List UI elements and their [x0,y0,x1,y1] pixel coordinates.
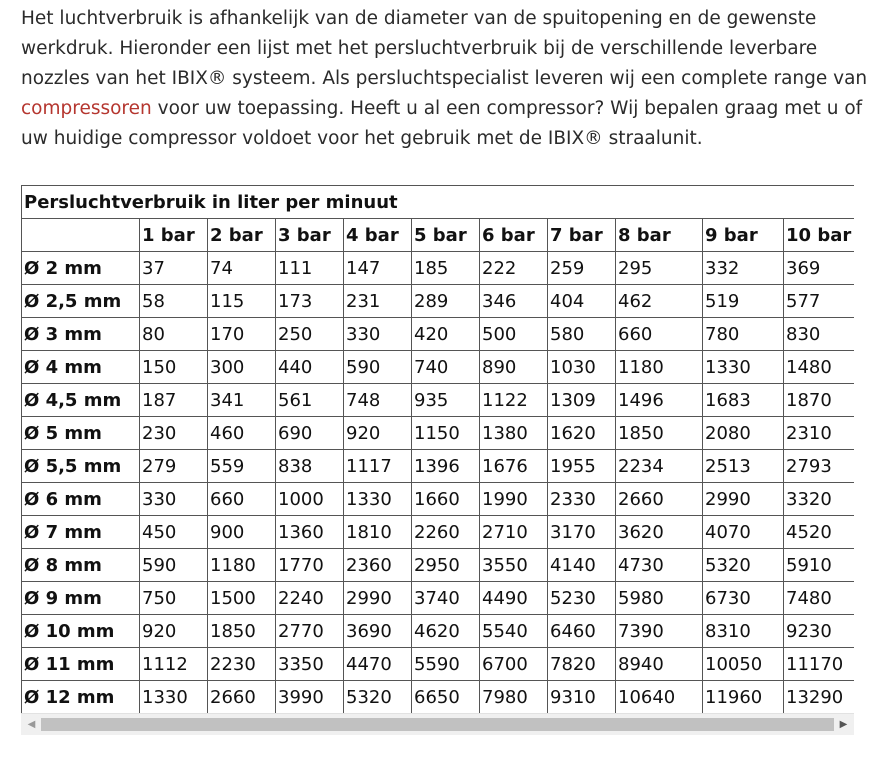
table-cell: 5980 [616,582,703,615]
table-cell: 590 [140,549,208,582]
row-header-cell: Ø 10 mm [22,615,140,648]
row-header-cell: Ø 11 mm [22,648,140,681]
table-cell: 1850 [208,615,276,648]
table-scroll-container[interactable] [21,185,854,713]
intro-paragraph [21,4,871,154]
table-cell: 748 [344,384,412,417]
table-cell: 1990 [480,483,548,516]
table-cell: 300 [208,351,276,384]
table-cell: 2234 [616,450,703,483]
table-cell: 80 [140,318,208,351]
table-cell: 2230 [208,648,276,681]
table-cell: 577 [784,285,855,318]
table-cell: 187 [140,384,208,417]
table-cell: 1955 [548,450,616,483]
table-cell: 2990 [344,582,412,615]
row-header-cell: Ø 5 mm [22,417,140,450]
table-cell: 259 [548,252,616,285]
table-cell: 2950 [412,549,480,582]
table-cell: 404 [548,285,616,318]
header-cell: 4 bar [344,219,412,252]
table-cell: 935 [412,384,480,417]
header-cell: 5 bar [412,219,480,252]
table-cell: 10050 [703,648,784,681]
header-cell: 1 bar [140,219,208,252]
table-row [22,285,855,318]
table-cell: 2080 [703,417,784,450]
table-cell: 369 [784,252,855,285]
table-cell: 2710 [480,516,548,549]
table-cell: 295 [616,252,703,285]
row-header-cell: Ø 5,5 mm [22,450,140,483]
table-cell: 2660 [208,681,276,714]
table-cell: 7390 [616,615,703,648]
header-cell: 9 bar [703,219,784,252]
table-cell: 838 [276,450,344,483]
horizontal-scrollbar[interactable] [21,713,854,735]
table-cell: 4730 [616,549,703,582]
table-cell: 173 [276,285,344,318]
triangle-left-icon[interactable]: ◀ [27,719,36,730]
table-cell: 2660 [616,483,703,516]
row-header-cell: Ø 2 mm [22,252,140,285]
table-cell: 1660 [412,483,480,516]
table-cell: 7480 [784,582,855,615]
header-cell: 8 bar [616,219,703,252]
table-row [22,549,855,582]
intro-text: Het luchtverbruik is afhankelijk van de diameter van de spuitopening en de gewenste werkdruk. Hieronder een lijst met het persluchtverbruik bij de verschillende leverbare nozzles van het IBIX® systeem. Als persluchtspecialist leveren wij een complete range van [21,8,868,89]
table-cell: 231 [344,285,412,318]
table-cell: 519 [703,285,784,318]
table-cell: 6650 [412,681,480,714]
table-cell: 4620 [412,615,480,648]
table-cell: 660 [208,483,276,516]
table-cell: 74 [208,252,276,285]
table-cell: 5910 [784,549,855,582]
table-cell: 111 [276,252,344,285]
table-cell: 890 [480,351,548,384]
scrollbar-thumb[interactable] [41,718,834,731]
table-cell: 1180 [208,549,276,582]
table-cell: 1620 [548,417,616,450]
row-header-cell: Ø 8 mm [22,549,140,582]
table-cell: 1683 [703,384,784,417]
table-cell: 7980 [480,681,548,714]
table-cell: 1380 [480,417,548,450]
table-cell: 8310 [703,615,784,648]
row-header-cell: Ø 12 mm [22,681,140,714]
table-cell: 1112 [140,648,208,681]
table-cell: 170 [208,318,276,351]
table-cell: 1810 [344,516,412,549]
table-cell: 346 [480,285,548,318]
table-cell: 3620 [616,516,703,549]
table-cell: 4520 [784,516,855,549]
table-cell: 1850 [616,417,703,450]
table-row [22,384,855,417]
table-row [22,318,855,351]
table-cell: 2240 [276,582,344,615]
table-cell: 150 [140,351,208,384]
table-cell: 900 [208,516,276,549]
header-cell: 3 bar [276,219,344,252]
table-cell: 5320 [703,549,784,582]
table-cell: 920 [344,417,412,450]
compressoren-link[interactable]: compressoren [21,98,152,119]
table-cell: 230 [140,417,208,450]
table-cell: 740 [412,351,480,384]
intro-text-end: voor uw toepassing. Heeft u al een compressor? Wij bepalen graag met u of uw huidige compressor voldoet voor het gebruik met de IBIX® straalunit. [21,98,863,149]
table-cell: 3170 [548,516,616,549]
table-cell: 3990 [276,681,344,714]
table-cell: 6700 [480,648,548,681]
table-cell: 3740 [412,582,480,615]
table-row [22,615,855,648]
table-cell: 580 [548,318,616,351]
table-cell: 660 [616,318,703,351]
row-header-cell: Ø 9 mm [22,582,140,615]
table-cell: 147 [344,252,412,285]
table-title: Persluchtverbruik in liter per minuut [22,186,855,219]
row-header-cell: Ø 6 mm [22,483,140,516]
table-cell: 750 [140,582,208,615]
table-cell: 341 [208,384,276,417]
table-header-row [22,219,855,252]
table-cell: 289 [412,285,480,318]
row-header-cell: Ø 3 mm [22,318,140,351]
header-cell: 2 bar [208,219,276,252]
table-cell: 2770 [276,615,344,648]
table-cell: 2990 [703,483,784,516]
table-cell: 9230 [784,615,855,648]
table-cell: 6460 [548,615,616,648]
table-cell: 559 [208,450,276,483]
table-row [22,417,855,450]
table-cell: 440 [276,351,344,384]
table-row [22,648,855,681]
table-cell: 11960 [703,681,784,714]
table-cell: 1500 [208,582,276,615]
table-cell: 3320 [784,483,855,516]
table-cell: 5320 [344,681,412,714]
table-cell: 330 [344,318,412,351]
table-row [22,252,855,285]
table-cell: 4490 [480,582,548,615]
table-cell: 2513 [703,450,784,483]
table-cell: 332 [703,252,784,285]
table-cell: 1000 [276,483,344,516]
table-cell: 1030 [548,351,616,384]
table-cell: 222 [480,252,548,285]
table-cell: 4470 [344,648,412,681]
header-cell-empty [22,219,140,252]
table-cell: 1309 [548,384,616,417]
table-cell: 5540 [480,615,548,648]
table-cell: 13290 [784,681,855,714]
table-cell: 1330 [703,351,784,384]
table-cell: 590 [344,351,412,384]
table-cell: 460 [208,417,276,450]
table-cell: 420 [412,318,480,351]
table-row [22,450,855,483]
table-cell: 2360 [344,549,412,582]
table-cell: 2793 [784,450,855,483]
table-cell: 5590 [412,648,480,681]
row-header-cell: Ø 4 mm [22,351,140,384]
table-cell: 450 [140,516,208,549]
consumption-table [21,185,854,713]
table-cell: 1330 [140,681,208,714]
table-cell: 10640 [616,681,703,714]
table-row [22,681,855,714]
table-cell: 2330 [548,483,616,516]
table-cell: 9310 [548,681,616,714]
header-cell: 7 bar [548,219,616,252]
table-row [22,483,855,516]
table-cell: 8940 [616,648,703,681]
table-cell: 1770 [276,549,344,582]
table-cell: 250 [276,318,344,351]
table-cell: 1360 [276,516,344,549]
table-row [22,516,855,549]
table-cell: 690 [276,417,344,450]
table-cell: 1330 [344,483,412,516]
table-cell: 4070 [703,516,784,549]
table-cell: 330 [140,483,208,516]
table-cell: 1480 [784,351,855,384]
table-cell: 185 [412,252,480,285]
table-cell: 830 [784,318,855,351]
table-cell: 1496 [616,384,703,417]
table-cell: 37 [140,252,208,285]
table-cell: 279 [140,450,208,483]
table-cell: 1180 [616,351,703,384]
table-cell: 3690 [344,615,412,648]
header-cell: 6 bar [480,219,548,252]
table-cell: 5230 [548,582,616,615]
row-header-cell: Ø 4,5 mm [22,384,140,417]
header-cell: 10 bar [784,219,855,252]
table-cell: 500 [480,318,548,351]
table-cell: 1122 [480,384,548,417]
table-cell: 1396 [412,450,480,483]
triangle-right-icon[interactable]: ▶ [839,719,848,730]
table-cell: 3350 [276,648,344,681]
table-cell: 561 [276,384,344,417]
table-cell: 58 [140,285,208,318]
table-cell: 11170 [784,648,855,681]
table-cell: 462 [616,285,703,318]
row-header-cell: Ø 7 mm [22,516,140,549]
table-cell: 1150 [412,417,480,450]
table-row [22,351,855,384]
table-cell: 7820 [548,648,616,681]
table-cell: 2310 [784,417,855,450]
table-cell: 115 [208,285,276,318]
table-cell: 1117 [344,450,412,483]
table-cell: 2260 [412,516,480,549]
table-cell: 4140 [548,549,616,582]
row-header-cell: Ø 2,5 mm [22,285,140,318]
table-cell: 6730 [703,582,784,615]
table-cell: 3550 [480,549,548,582]
table-cell: 920 [140,615,208,648]
table-row [22,582,855,615]
table-cell: 1870 [784,384,855,417]
table-title-row [22,186,855,219]
table-cell: 780 [703,318,784,351]
table-cell: 1676 [480,450,548,483]
